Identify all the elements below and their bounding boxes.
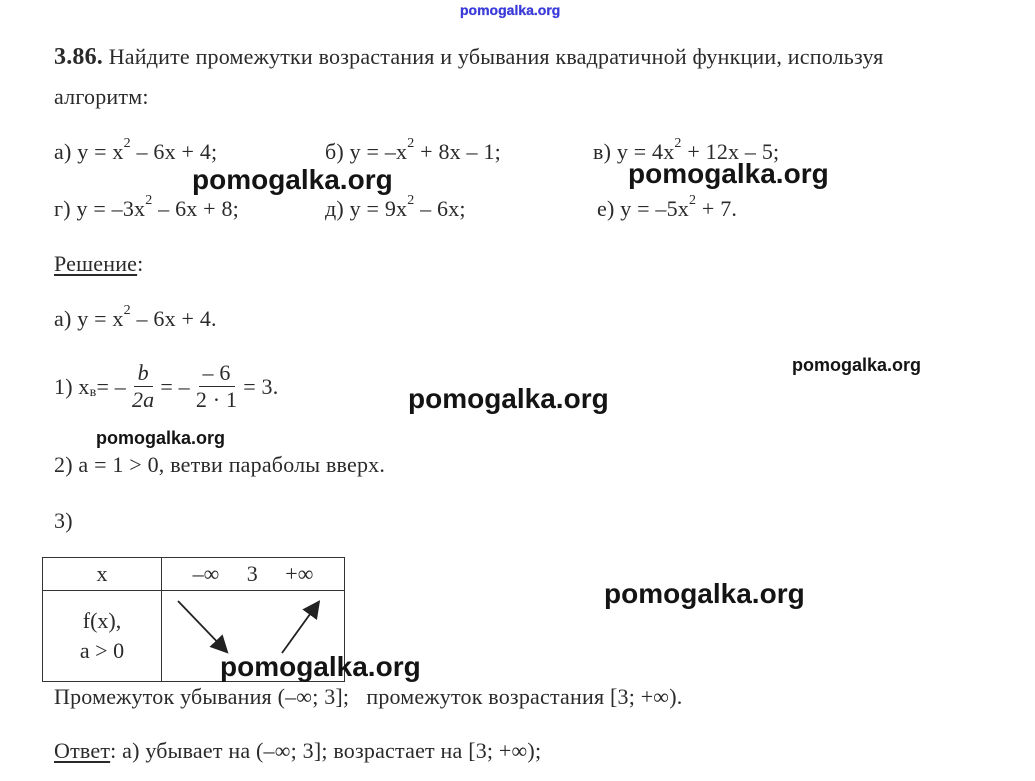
watermark: pomogalka.org [408,383,609,414]
item-b: б) $y = -x^2 + 8x - 1$; [325,136,501,164]
watermark: pomogalka.org [96,428,226,448]
watermark: pomogalka.org [192,164,393,195]
item-v: в) $y = 4x^2 + 12x - 5$; [593,136,780,164]
answer-label: Ответ [54,738,111,763]
top-watermark: pomogalka.org [460,2,561,18]
fraction-minus6-over-2x1: $\frac{- 6}{2 \cdot 1}$ [195,360,238,412]
watermark: pomogalka.org [792,355,922,375]
task-text-line2: алгоритм: [54,84,149,109]
decreasing-arrow [178,601,226,651]
solution-heading: Решение: [54,251,144,276]
intervals-text: Промежуток убывания (–∞; 3]; промежуток возрастания [3; +∞). [54,684,683,709]
solution-step1: 1) x $_в$ = – $\frac{b}{2a}$ = – $\frac{- 6}{2 \cdot 1}$ = 3. [54,360,279,412]
task-number: 3.86. [54,44,103,70]
solution-step2: 2) a = 1 > 0, ветви параболы вверх. [54,452,386,477]
item-e: е) $y = -5x^2 + 7$. [597,193,738,221]
table-header-x: x [43,558,162,591]
item-d: д) $y = 9x^2 - 6x$; [325,193,466,221]
answer-line [54,738,541,764]
item-g: г) $y = -3x^2 - 6x + 8$; [54,193,239,221]
table-header-values: –∞ 3 +∞ [162,558,345,591]
watermark: pomogalka.org [220,651,421,682]
watermark: pomogalka.org [628,158,829,189]
item-a: а) $y = x^2 - 6x + 4$; [54,136,218,164]
task-text-line1: Найдите промежутки возрастания и убывания квадратичной функции, используя [108,44,884,69]
fraction-b-over-2a: $\frac{b}{2a}$ [131,360,155,412]
table-row-label: f(x), a > 0 [43,591,162,682]
increasing-arrow [282,603,318,653]
watermark: pomogalka.org [604,578,805,609]
solution-part-a: а) $y = x^2 - 6x + 4$. [54,303,217,331]
task-statement-line1 [54,44,883,71]
answer-text: : а) убывает на (–∞; 3]; возрастает на [3; +∞); [110,738,542,763]
solution-step3: 3) [54,508,73,533]
